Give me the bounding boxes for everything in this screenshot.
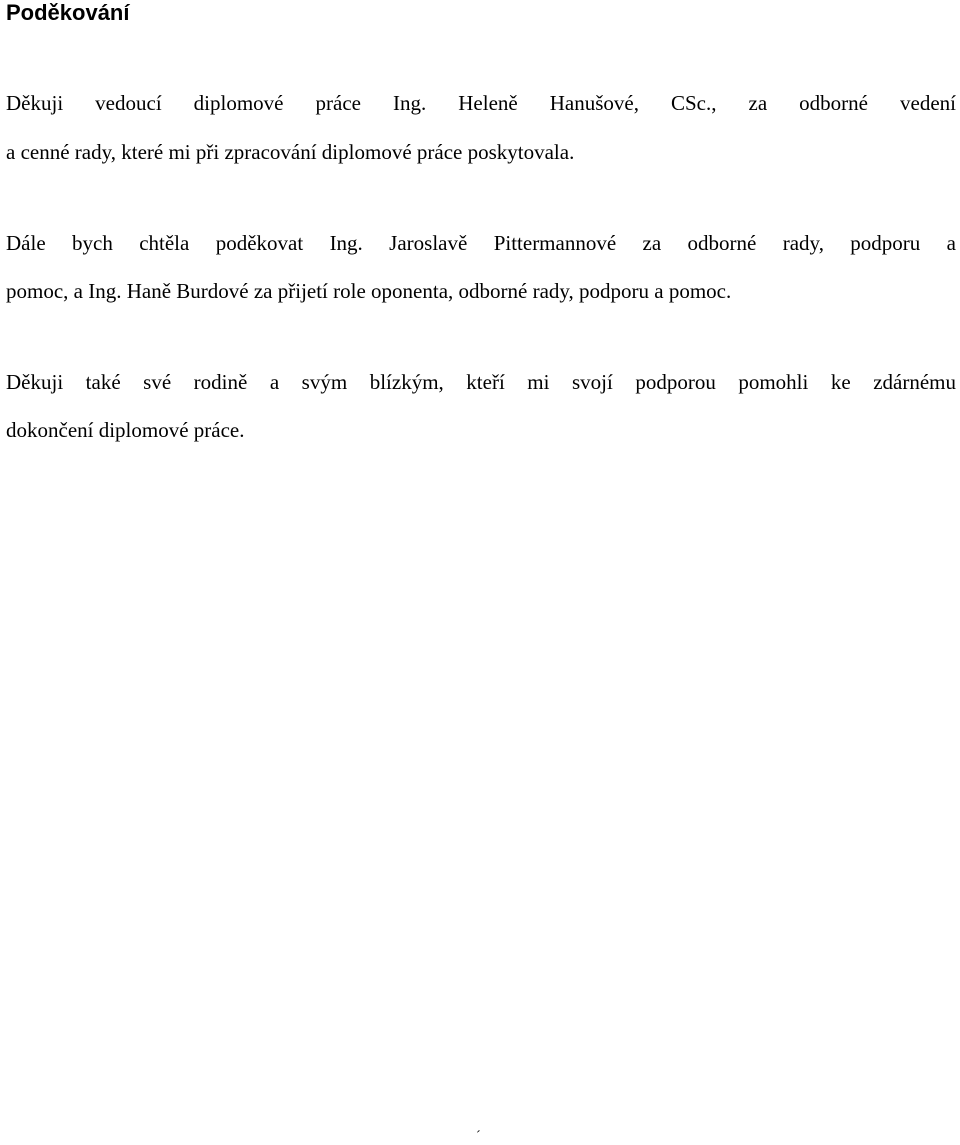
paragraph-line: pomoc, a Ing. Haně Burdové za přijetí role oponenta, odborné rady, podporu a pomoc. <box>6 279 732 303</box>
paragraph-line: Děkuji vedoucí diplomové práce Ing. Heleně Hanušové, CSc., za odborné vedení <box>6 91 956 115</box>
page-title: Poděkování <box>6 0 130 25</box>
paragraph-line: a cenné rady, které mi při zpracování diplomové práce poskytovala. <box>6 140 575 164</box>
paragraph-line: dokončení diplomové práce. <box>6 418 245 442</box>
page-footer-mark: ´ <box>476 1129 481 1144</box>
paragraph-line: Dále bych chtěla poděkovat Ing. Jaroslavě Pittermannové za odborné rady, podporu a <box>6 231 956 255</box>
paragraph-line: Děkuji také své rodině a svým blízkým, kteří mi svojí podporou pomohli ke zdárnému <box>6 370 956 394</box>
